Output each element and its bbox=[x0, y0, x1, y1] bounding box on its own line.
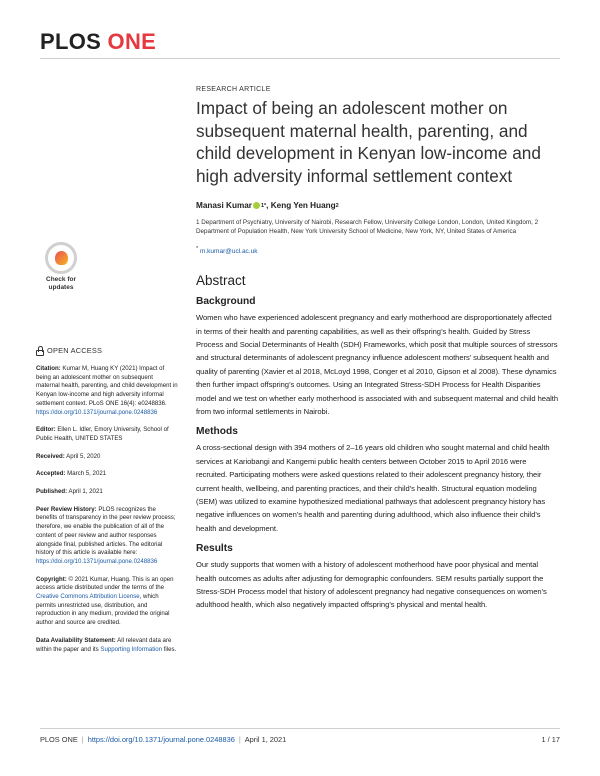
open-access-row bbox=[36, 346, 178, 356]
received-date: April 5, 2020 bbox=[64, 452, 101, 460]
badge-label bbox=[36, 276, 86, 292]
data-availability-text-end: files. bbox=[162, 645, 177, 653]
published-label: Published: bbox=[36, 488, 68, 496]
background-text: Women who have experienced adolescent pregnancy and early motherhood are disproportionately affected in terms of their health and parenting capabilities, as well as their offspring’s health. Guided by Stress Process and Social Determinants of Health (SDH) Frameworks, which posit that multiple sources of stressors and structural determinants of adolescent pregnancy influence adolescent mothers’ subsequent health and quality of parenting (Xavier et al 2018, McLoyd 1998, Conger et al 2010, Gipson et al 2008). These dynamics then further impact offspring’s outcomes. Using an Integrated Stress-SDH Process for Health Disparities model and we test on whether early motherhood is associated with and subsequent maternal and child health from two informal settlements in Nairobi. bbox=[196, 313, 559, 416]
copyright-text: © 2021 Kumar, Huang. This is an open access article distributed under the terms of the bbox=[36, 575, 174, 592]
license-link[interactable]: Creative Commons Attribution License bbox=[36, 593, 140, 601]
footer-journal: PLOS ONE bbox=[40, 735, 78, 744]
header-divider bbox=[40, 58, 560, 59]
article-info-sidebar bbox=[36, 346, 178, 663]
accepted-block bbox=[36, 470, 178, 479]
received-label: Received: bbox=[36, 452, 65, 460]
footer-doi-link[interactable]: https://doi.org/10.1371/journal.pone.0248836 bbox=[87, 735, 235, 744]
author-name[interactable]: Keng Yen Huang bbox=[270, 201, 336, 210]
footer-date: April 1, 2021 bbox=[244, 735, 287, 744]
email-link[interactable]: m.kumar@ucl.ac.uk bbox=[199, 248, 258, 256]
corresponding-mark: * bbox=[264, 202, 267, 209]
citation-block bbox=[36, 365, 178, 417]
author-list bbox=[196, 201, 558, 210]
published-date: April 1, 2021 bbox=[67, 488, 103, 496]
author-affil-sup: 2 bbox=[335, 202, 339, 209]
data-availability-block bbox=[36, 637, 178, 654]
supporting-info-link[interactable]: Supporting Information bbox=[100, 645, 163, 653]
badge-line1: Check for bbox=[46, 276, 76, 283]
footer-separator: | bbox=[81, 735, 84, 744]
accepted-label: Accepted: bbox=[36, 470, 66, 478]
check-updates-icon bbox=[45, 242, 77, 274]
accepted-date: March 5, 2021 bbox=[65, 470, 107, 478]
peer-review-text: PLOS recognizes the benefits of transparency in the peer review process; therefore, we enable the publication of all of the content of peer review and author responses alongside final, published articles. The editorial history of this article is available here: bbox=[36, 505, 176, 557]
background-heading: Background bbox=[196, 296, 256, 308]
editor-text: Ellen L. Idler, Emory University, School of Public Health, UNITED STATES bbox=[36, 426, 169, 442]
published-block bbox=[36, 488, 178, 497]
citation-text: Kumar M, Huang KY (2021) Impact of being an adolescent mother on subsequent maternal health, parenting, and child development in Kenyan low-income and high adversity informal settlement context. PLoS ONE 16(4): e0248836. bbox=[36, 365, 178, 407]
footer-divider bbox=[40, 728, 560, 729]
citation-label: Citation: bbox=[36, 365, 61, 372]
article-main bbox=[196, 86, 558, 612]
methods-text: A cross-sectional design with 394 mothers of 2–16 years old children who sought maternal and child health services at Kariobangi and Kangemi public health centers between October 2015 to April 2016 were recruited. Participating mothers were asked questions related to their adolescent pregnancy history, their current health, wellbeing, and parenting practices, and their child’s health. Structural equation modeling (SEM) was utilized to examine hypothesized mediational pathways that adolescent pregnancy history has negative influences on women’s health and parenting during adulthood, which also influence their child’s health and development. bbox=[196, 443, 550, 533]
article-title: Impact of being an adolescent mother on subsequent maternal health, parenting, and child development in Kenyan low-income and high adversity informal settlement context bbox=[196, 98, 541, 186]
peer-review-label: Peer Review History: bbox=[36, 505, 97, 513]
copyright-block bbox=[36, 576, 178, 628]
affiliations: 1 Department of Psychiatry, University of Nairobi, Research Fellow, University College London, London, United Kingdom, 2 Department of Population Health, New York University School of Medicine, New York, NY, United States of America bbox=[196, 219, 539, 235]
editor-label: Editor: bbox=[36, 426, 56, 434]
copyright-label: Copyright: bbox=[36, 575, 67, 583]
citation-doi-link[interactable]: https://doi.org/10.1371/journal.pone.0248836 bbox=[36, 408, 158, 416]
article-type-label: RESEARCH ARTICLE bbox=[196, 86, 271, 93]
open-lock-icon bbox=[36, 346, 44, 356]
results-heading: Results bbox=[196, 543, 233, 555]
corresponding-email bbox=[196, 246, 558, 255]
logo-one: ONE bbox=[107, 29, 157, 54]
editor-block bbox=[36, 426, 178, 443]
peer-review-doi-link[interactable]: https://doi.org/10.1371/journal.pone.0248836 bbox=[36, 557, 158, 565]
journal-logo bbox=[40, 29, 156, 55]
results-text: Our study supports that women with a history of adolescent motherhood have poor physical and mental health outcomes as adults after adjusting for demographic confounders. SEM results partially support the Stress-SDH Process model that history of adolescent pregnancy had negative consequences on women’s adulthood health, which also negatively impacted offspring’s physical and mental health. bbox=[196, 560, 547, 610]
open-access-label: OPEN ACCESS bbox=[47, 345, 103, 355]
page-number: 1 / 17 bbox=[541, 735, 560, 744]
author-name[interactable]: Manasi Kumar bbox=[196, 201, 252, 210]
logo-plos: PLOS bbox=[40, 29, 102, 54]
peer-review-block bbox=[36, 506, 178, 567]
copyright-text-end: , which permits unrestricted use, distribution, and reproduction in any medium, provided the original author and source are credited. bbox=[36, 593, 170, 627]
page-footer bbox=[40, 735, 560, 744]
footer-separator: | bbox=[238, 735, 241, 744]
orcid-icon[interactable] bbox=[253, 202, 260, 209]
methods-heading: Methods bbox=[196, 426, 238, 438]
data-availability-text: All relevant data are within the paper and its bbox=[36, 636, 172, 653]
author-affil-sup: 1 bbox=[260, 202, 265, 209]
abstract-heading: Abstract bbox=[196, 273, 246, 289]
check-for-updates-badge[interactable] bbox=[36, 242, 86, 298]
badge-line2: updates bbox=[48, 284, 74, 291]
data-availability-label: Data Availability Statement: bbox=[36, 636, 116, 644]
received-block bbox=[36, 453, 178, 462]
author-separator: , bbox=[266, 201, 271, 210]
email-mark: * bbox=[196, 246, 199, 252]
